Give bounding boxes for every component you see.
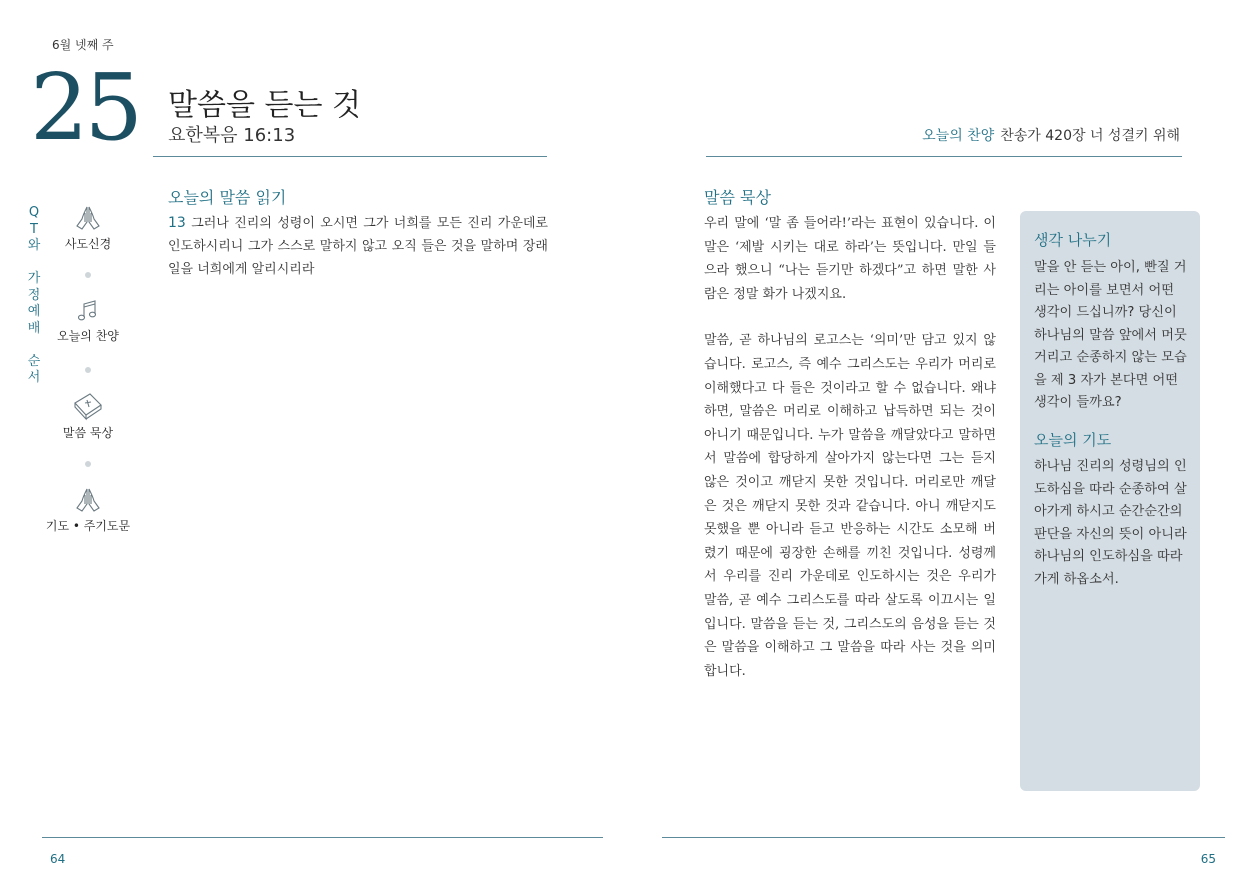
vertical-char: T bbox=[30, 221, 38, 237]
prayer-heading: 오늘의 기도 bbox=[1034, 431, 1112, 449]
hymn-of-the-day bbox=[922, 125, 1180, 145]
meditation-body bbox=[704, 212, 996, 683]
vertical-char: 배 bbox=[27, 320, 41, 336]
footer-divider-right bbox=[662, 837, 1225, 838]
vertical-char: 와 bbox=[27, 238, 41, 253]
scripture-text bbox=[168, 212, 548, 281]
praying-hands-icon bbox=[73, 486, 103, 514]
step-separator-dot bbox=[85, 367, 91, 373]
order-step-meditation bbox=[38, 391, 138, 441]
page-number-left: 64 bbox=[50, 852, 66, 866]
vertical-char: 서 bbox=[27, 370, 41, 385]
meditation-paragraph: 말씀, 곧 하나님의 로고스는 ‘의미’만 담고 있지 않습니다. 로고스, 즉 예수 그리스도는 우리가 머리로 이해했다고 다 들은 것이라고 할 수 없습니다. 왜냐하면, 말씀은 머리로 이해하고 납득하면 되는 것이 아니기 때문입니다. 누가 말씀을 깨달았다고 말하면서 말씀에 합당하게 살아가지 않는다면 그는 듣지 않은 것이고 깨닫지 못한 것입니다. 머리로만 깨달은 것은 깨닫지 못한 것과 같습니다. 아니 깨닫지도 못했을 뿐 아니라 듣고 반응하는 시간도 소모해 버렸기 때문에 굉장한 손해를 끼친 것입니다. 성령께서 우리를 진리 가운데로 인도하시는 것은 우리가 말씀, 곧 예수 그리스도를 따라 살도록 이끄시는 일입니다. 말씀을 듣는 것, 그리스도의 음성을 듣는 것은 말씀을 이해하고 그 말씀을 따라 사는 것을 의미합니다. bbox=[704, 333, 996, 679]
day-number: 25 bbox=[30, 54, 140, 161]
hymn-value: 찬송가 420장 너 성결키 위해 bbox=[1000, 128, 1180, 144]
meditation-heading: 말씀 묵상 bbox=[704, 188, 771, 207]
hymn-label: 오늘의 찬양 bbox=[922, 128, 995, 144]
music-note-icon bbox=[73, 298, 103, 324]
praying-hands-icon bbox=[73, 204, 103, 232]
step-label: 오늘의 찬양 bbox=[57, 329, 119, 343]
step-label: 기도 • 주기도문 bbox=[45, 519, 131, 533]
bible-icon bbox=[72, 391, 104, 421]
footer-divider-left bbox=[42, 837, 603, 838]
step-label: 사도신경 bbox=[64, 237, 112, 251]
order-step-prayer bbox=[38, 486, 138, 534]
share-text: 말을 안 듣는 아이, 빤질 거리는 아이를 보면서 어떤 생각이 드십니까? 당신이 하나님의 말씀 앞에서 머뭇거리고 순종하지 않는 모습을 제 3 자가 본다면 어떤 생각이 들까요? bbox=[1034, 260, 1187, 410]
meditation-paragraph: 우리 말에 ‘말 좀 들어라!’라는 표현이 있습니다. 이 말은 ‘제발 시키는 대로 하라’는 뜻입니다. 만일 들으라 했으니 “나는 듣기만 하겠다”고 하면 말한 사람은 정말 화가 나겠지요. bbox=[704, 216, 996, 302]
vertical-char: 예 bbox=[27, 304, 41, 319]
vertical-char: 정 bbox=[27, 287, 41, 303]
header-divider-left bbox=[153, 156, 547, 157]
header-divider-right bbox=[706, 156, 1182, 157]
scripture-reference: 요한복음 16:13 bbox=[168, 125, 296, 146]
order-step-creed bbox=[38, 204, 138, 252]
page-number-right: 65 bbox=[1200, 852, 1216, 866]
vertical-char: 순 bbox=[27, 353, 41, 369]
vertical-gap bbox=[24, 255, 44, 272]
page-title: 말씀을 듣는 것 bbox=[168, 88, 361, 123]
vertical-char: Q bbox=[28, 205, 40, 220]
prayer-text: 하나님 진리의 성령님의 인도하심을 따라 순종하여 살아가게 하시고 순간순간의 판단을 자신의 뜻이 아니라 하나님의 인도하심을 따라 가게 하옵소서. bbox=[1034, 459, 1187, 587]
reading-heading: 오늘의 말씀 읽기 bbox=[168, 188, 287, 207]
share-heading: 생각 나누기 bbox=[1034, 231, 1112, 249]
vertical-char: 가 bbox=[27, 271, 41, 286]
order-step-hymn bbox=[38, 298, 138, 344]
step-label: 말씀 묵상 bbox=[62, 426, 114, 440]
step-separator-dot bbox=[85, 461, 91, 467]
verse-number: 13 bbox=[168, 215, 186, 231]
sidebar-box bbox=[1020, 211, 1200, 791]
verse-text: 그러나 진리의 성령이 오시면 그가 너희를 모든 진리 가운데로 인도하시리니 그가 스스로 말하지 않고 오직 들은 것을 말하며 장래 일을 너희에게 알리시리라 bbox=[168, 216, 548, 277]
week-label: 6월 넷째 주 bbox=[52, 38, 114, 52]
step-separator-dot bbox=[85, 272, 91, 278]
